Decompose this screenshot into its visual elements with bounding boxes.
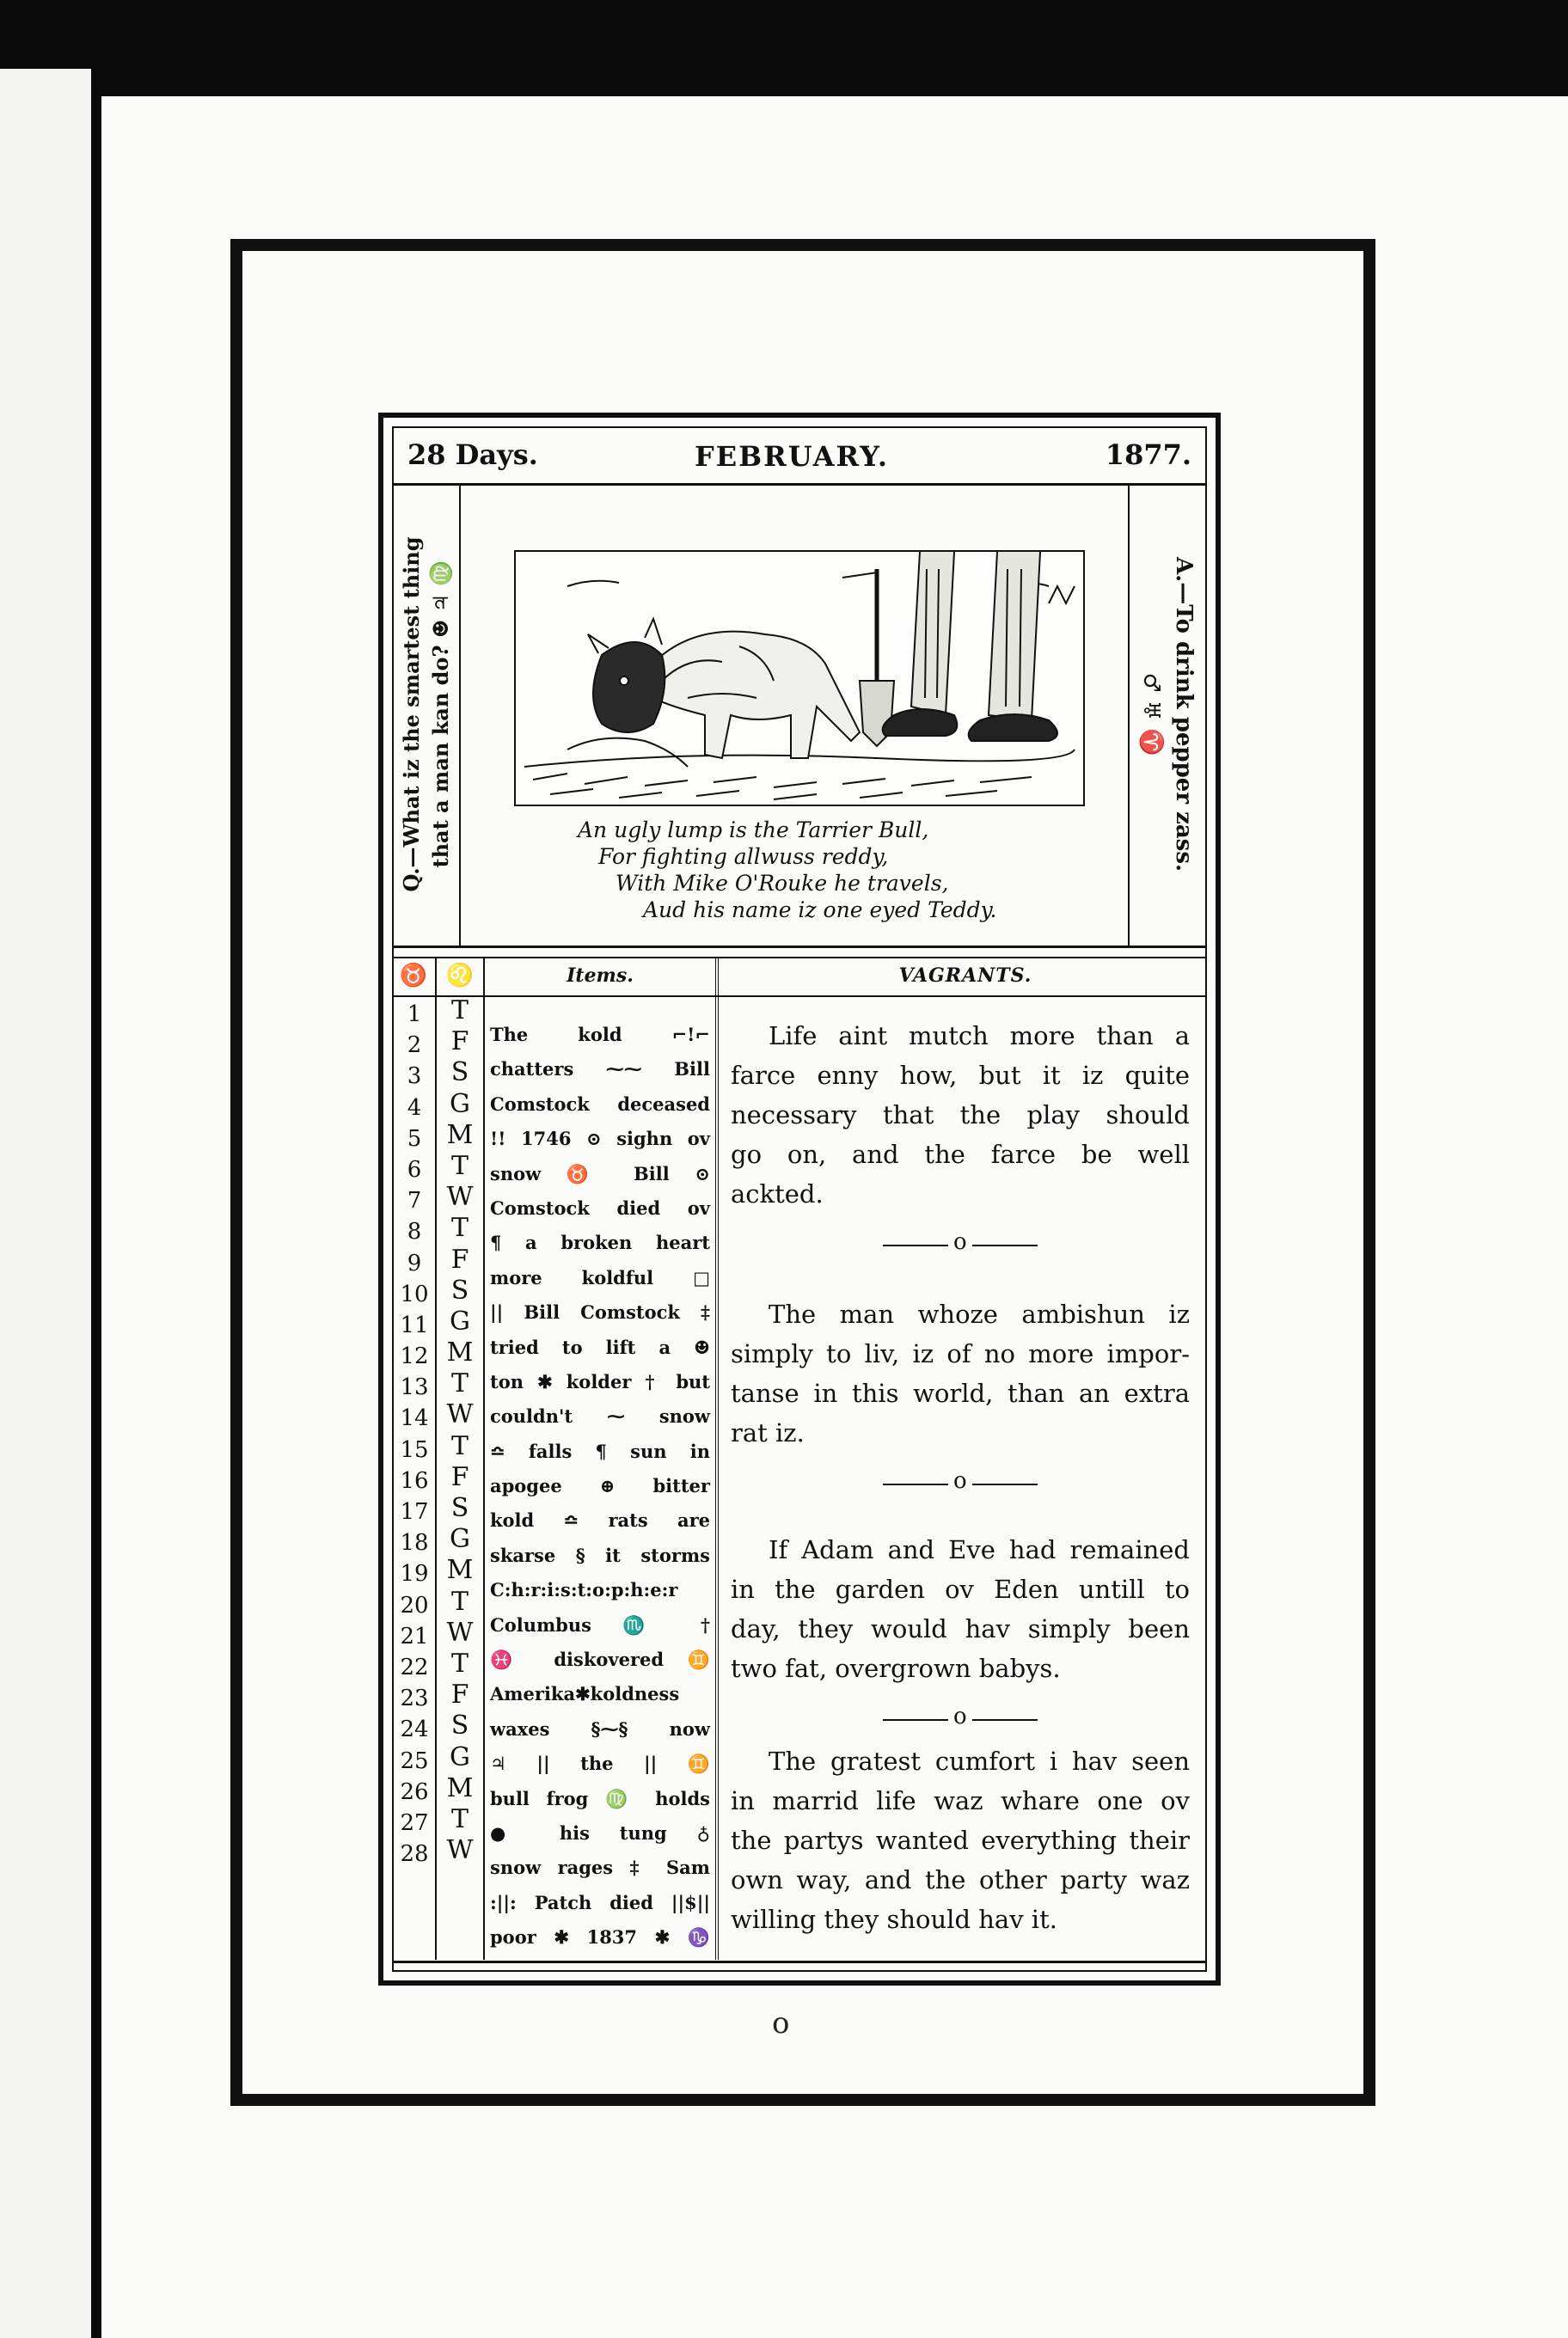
question-line-1: Q.—What iz the smartest thing <box>399 536 424 892</box>
paragraph-line: Life aint mutch more than a <box>769 1021 1190 1050</box>
date-number: 3 <box>407 1063 422 1090</box>
verse-line: Aud his name iz one eyed Teddy. <box>643 897 997 922</box>
date-number: 1 <box>407 1001 422 1027</box>
date-number: 2 <box>407 1032 422 1059</box>
paragraph-line: simply to liv, iz of no more impor- <box>731 1339 1190 1368</box>
item-line: ton ✱ kolder † but <box>490 1370 710 1392</box>
date-number: 17 <box>400 1499 429 1525</box>
paragraph-line: in the garden ov Eden untill to <box>731 1575 1190 1604</box>
item-line: C:h:r:i:s:t:o:p:h:e:r <box>490 1579 678 1601</box>
item-line: Comstock deceased <box>490 1092 710 1115</box>
date-number: 8 <box>407 1219 422 1246</box>
date-number: 9 <box>407 1250 422 1276</box>
vagrants-paragraph <box>731 1741 1190 1939</box>
vagrants-paragraph <box>731 1294 1190 1453</box>
date-number: 24 <box>400 1717 429 1743</box>
date-number: 12 <box>400 1343 429 1370</box>
weekday-letter: T <box>450 1213 469 1244</box>
weekday-letter: T <box>450 1368 469 1399</box>
days-count: 28 Days. <box>407 438 538 471</box>
weekday-letter: M <box>446 1119 474 1150</box>
calendar-inner-frame <box>392 426 1207 1972</box>
item-line: skarse § it storms <box>490 1544 710 1566</box>
weekday-letter: M <box>446 1772 474 1803</box>
date-number: 14 <box>400 1405 429 1432</box>
item-line: :||: Patch died ||$|| <box>490 1891 710 1913</box>
paragraph-line: own way, and the other party waz <box>731 1865 1190 1894</box>
date-number: 10 <box>400 1281 429 1307</box>
paragraph-line: day, they would hav simply been <box>731 1614 1190 1643</box>
date-number: 22 <box>400 1654 429 1680</box>
weekday-letter: G <box>450 1524 470 1555</box>
item-line: ≏ falls ¶ sun in <box>490 1440 710 1462</box>
weekday-letter: M <box>446 1337 474 1368</box>
separator-rule <box>883 1229 1038 1257</box>
item-line: Comstock died ov <box>490 1197 710 1219</box>
verse-line: For fighting allwuss reddy, <box>598 844 889 869</box>
date-number: 26 <box>400 1778 429 1805</box>
item-line: The kold ⌐!⌐ <box>490 1024 710 1045</box>
date-number: 6 <box>407 1156 422 1183</box>
year: 1877. <box>1105 438 1191 471</box>
date-number: 25 <box>400 1747 429 1774</box>
separator-mark: o <box>953 1704 967 1729</box>
item-line: kold ≏ rats are <box>490 1509 710 1532</box>
paragraph-line: necessary that the play should <box>731 1100 1190 1129</box>
bottom-rule <box>394 1961 1205 1970</box>
month-title: FEBRUARY. <box>695 440 889 473</box>
section-divider <box>394 946 1205 958</box>
date-number: 7 <box>407 1188 422 1215</box>
paragraph-line: in marrid life waz whare one ov <box>731 1786 1190 1815</box>
paragraph-line: willing they should hav it. <box>731 1905 1057 1934</box>
item-line: couldn't ⁓ snow <box>490 1405 710 1428</box>
date-number: 4 <box>407 1094 422 1121</box>
weekday-column <box>438 995 481 1866</box>
weekday-letter: W <box>446 1182 474 1213</box>
weekday-letter: S <box>450 1711 469 1741</box>
item-line: poor ✱ 1837 ✱ ♑ <box>490 1926 710 1949</box>
item-line: ♃ || the || ♊ <box>490 1753 710 1775</box>
date-column-symbol: ♉ <box>399 963 428 988</box>
date-number: 5 <box>407 1125 422 1152</box>
weekday-letter: S <box>450 1057 469 1088</box>
verse-line: With Mike O'Rouke he travels, <box>616 871 949 896</box>
paragraph-line: The gratest cumfort i hav seen <box>769 1747 1190 1776</box>
item-line: snow rages ‡ Sam <box>490 1857 710 1879</box>
bull-terrier-illustration <box>514 550 1085 806</box>
item-line: snow ♉ Bill ⊙ <box>490 1162 710 1184</box>
paragraph-line: rat iz. <box>731 1418 805 1447</box>
weekday-letter: F <box>450 1026 469 1057</box>
column-rule <box>715 958 719 1960</box>
item-line: waxes §⁓§ now <box>490 1717 710 1740</box>
weekday-letter: F <box>450 1680 469 1711</box>
vagrants-paragraph <box>731 1016 1190 1214</box>
weekday-letter: T <box>450 1648 469 1679</box>
verse <box>480 817 1116 923</box>
facing-page-edge <box>0 69 91 2338</box>
weekday-letter: T <box>450 1803 469 1834</box>
weekday-letter: S <box>450 1275 469 1306</box>
paragraph-line: ackted. <box>731 1179 824 1209</box>
weekday-letter: T <box>450 1586 469 1617</box>
page-number: o <box>772 2006 790 2041</box>
item-line: ♓ diskovered ♊ <box>490 1649 710 1671</box>
item-line: !! 1746 ⊙ sighn ov <box>490 1128 710 1150</box>
weekday-letter: T <box>450 995 469 1025</box>
woodcut-drawing <box>516 552 1083 805</box>
item-line: more koldful □ <box>490 1266 710 1288</box>
paragraph-line: two fat, overgrown babys. <box>731 1654 1061 1683</box>
vagrants-column <box>731 1016 1190 1939</box>
date-number: 15 <box>400 1436 429 1463</box>
separator-mark: o <box>953 1468 967 1494</box>
date-number: 28 <box>400 1841 429 1868</box>
weekday-letter: F <box>450 1461 469 1492</box>
column-rule <box>435 958 437 1960</box>
vagrants-column-header: VAGRANTS. <box>898 964 1032 987</box>
date-number: 27 <box>400 1809 429 1836</box>
paragraph-line: tanse in this world, than an extra <box>731 1379 1190 1408</box>
weekday-letter: G <box>450 1088 470 1119</box>
date-number: 16 <box>400 1467 429 1494</box>
column-rule <box>483 958 485 1960</box>
date-number: 13 <box>400 1374 429 1401</box>
item-line: || Bill Comstock ‡ <box>490 1301 710 1324</box>
date-column <box>394 999 435 1870</box>
question-line-2: that a man kan do? ☻ ♃ ♍ <box>428 560 453 868</box>
day-column-symbol: ♌ <box>445 963 475 988</box>
date-number: 18 <box>400 1530 429 1557</box>
month-header <box>394 428 1205 486</box>
riddle-answer <box>1128 483 1205 946</box>
date-number: 21 <box>400 1623 429 1649</box>
weekday-letter: G <box>450 1741 470 1772</box>
column-headers <box>394 958 1205 997</box>
weekday-letter: S <box>450 1493 469 1523</box>
weekday-letter: M <box>446 1555 474 1586</box>
date-number: 19 <box>400 1561 429 1588</box>
weekday-letter: W <box>446 1835 474 1866</box>
calendar-box <box>378 413 1221 1986</box>
weekday-letter: T <box>450 1150 469 1181</box>
items-column <box>490 1018 710 1955</box>
vagrants-paragraph <box>731 1530 1190 1688</box>
weekday-letter: W <box>446 1399 474 1430</box>
item-line: ● his tung ♁ <box>490 1821 710 1844</box>
item-line: apogee ⊕ bitter <box>490 1475 710 1497</box>
item-line: bull frog ♍ holds <box>490 1787 710 1809</box>
item-line: chatters ⁓⁓ Bill <box>490 1058 710 1080</box>
separator-rule <box>883 1468 1038 1496</box>
riddle-question <box>394 483 461 946</box>
weekday-letter: W <box>446 1617 474 1648</box>
paragraph-line: go on, and the farce be well <box>731 1140 1190 1169</box>
item-line: tried to lift a ☻ <box>490 1336 710 1358</box>
weekday-letter: G <box>450 1306 470 1337</box>
items-column-header: Items. <box>567 964 634 987</box>
date-number: 11 <box>400 1312 429 1338</box>
answer-line-1: A.—To drink pepper zass. <box>1171 556 1197 872</box>
verse-line: An ugly lump is the Tarrier Bull, <box>578 817 929 842</box>
weekday-letter: T <box>450 1430 469 1461</box>
paragraph-line: If Adam and Eve had remained <box>769 1535 1190 1564</box>
item-line: Amerika✱koldness <box>490 1683 680 1705</box>
paragraph-line: the partys wanted everything their <box>731 1826 1190 1855</box>
separator-rule <box>883 1704 1038 1731</box>
date-number: 20 <box>400 1592 429 1619</box>
separator-mark: o <box>953 1229 967 1255</box>
answer-line-2: ♂ ♅ ♈ <box>1138 672 1164 756</box>
date-number: 23 <box>400 1686 429 1712</box>
item-line: Columbus ♏ † <box>490 1613 710 1636</box>
weekday-letter: F <box>450 1244 469 1275</box>
item-line: ¶ a broken heart <box>490 1232 710 1254</box>
paragraph-line: farce enny how, but it iz quite <box>731 1061 1190 1090</box>
paragraph-line: The man whoze ambishun iz <box>769 1300 1190 1329</box>
